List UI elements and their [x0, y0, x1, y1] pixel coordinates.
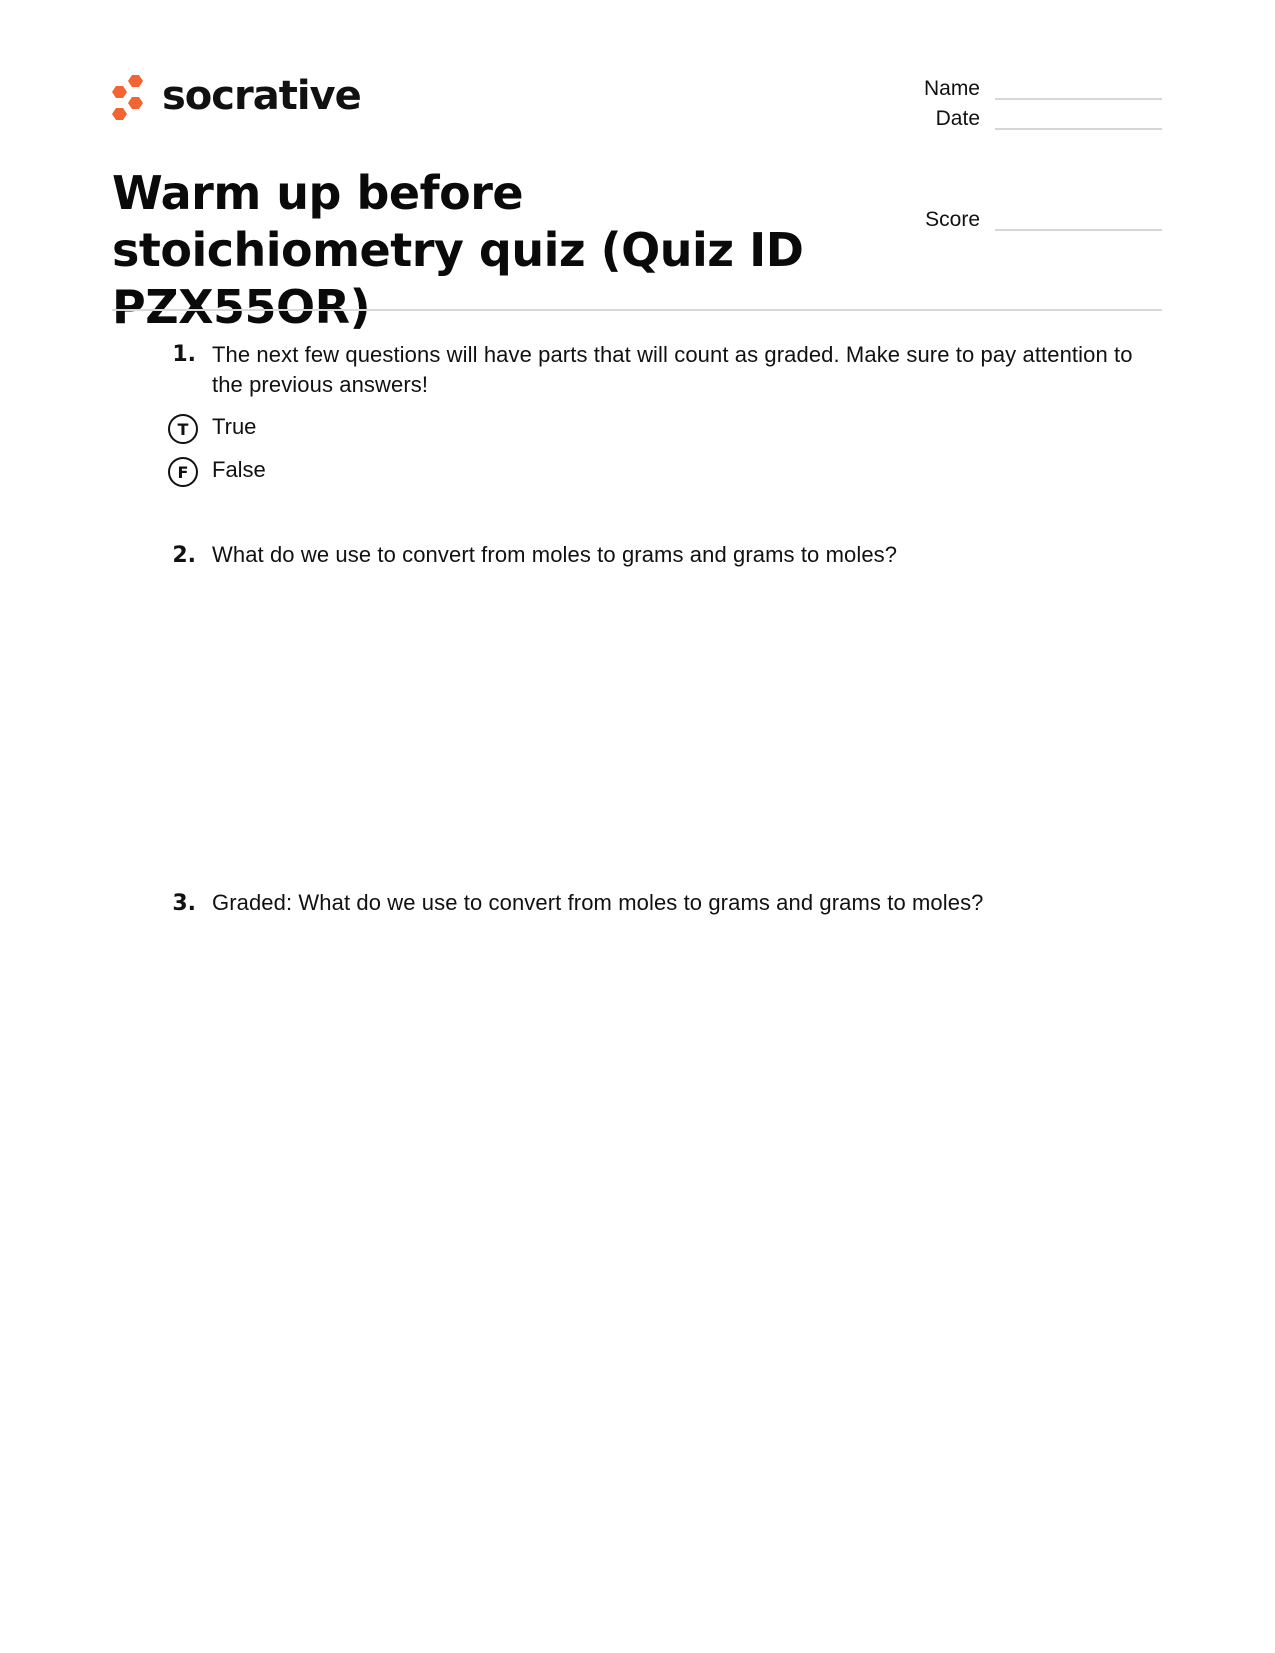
question-number: 2. — [172, 543, 196, 568]
date-label: Date — [935, 107, 980, 130]
score-label: Score — [925, 208, 980, 231]
socrative-logo-icon — [112, 73, 152, 123]
name-label: Name — [923, 77, 980, 100]
option-true-label: True — [212, 414, 257, 439]
question-text: The next few questions will have parts that will count as graded. Make sure to pay attention to the previous answers! — [212, 342, 1133, 397]
question-number: 3. — [172, 891, 196, 916]
option-letter: F — [177, 462, 189, 482]
option-false-label: False — [212, 457, 266, 482]
option-true-bubble[interactable] — [168, 414, 198, 444]
date-field-line[interactable] — [995, 128, 1162, 130]
name-field-line[interactable] — [995, 98, 1162, 100]
header-divider — [112, 309, 1162, 311]
worksheet-title: Warm up before stoichiometry quiz (Quiz ID PZX55OR) — [112, 166, 804, 334]
question-text: What do we use to convert from moles to grams and grams to moles? — [212, 542, 898, 567]
option-letter: T — [177, 419, 189, 439]
question-text: Graded: What do we use to convert from moles to grams and grams to moles? — [212, 890, 984, 915]
option-false-bubble[interactable] — [168, 457, 198, 487]
score-field-line[interactable] — [995, 229, 1162, 231]
brand-name: socrative — [162, 73, 361, 119]
question-number: 1. — [172, 342, 196, 367]
